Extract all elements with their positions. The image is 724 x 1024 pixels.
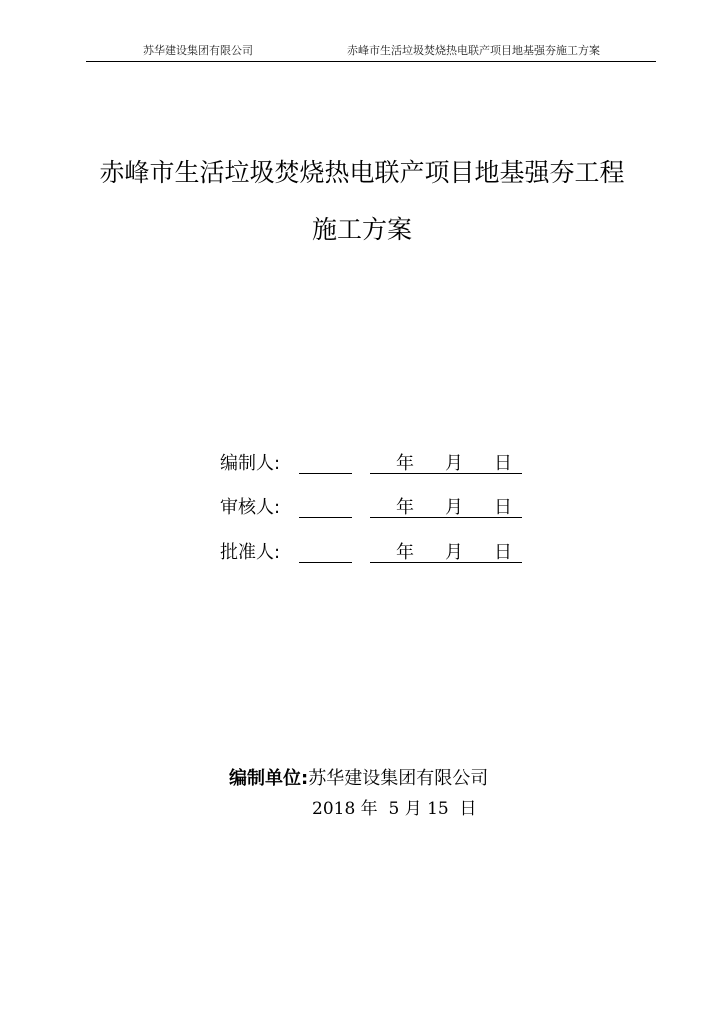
date-month: 月 bbox=[445, 497, 463, 518]
signature-row-approver bbox=[220, 541, 540, 567]
signature-date bbox=[370, 541, 522, 563]
date-month: 月 bbox=[445, 542, 463, 563]
signature-label: 审核人: bbox=[220, 497, 281, 518]
signature-blank bbox=[299, 517, 352, 518]
signature-label: 编制人: bbox=[220, 453, 281, 474]
date-year: 年 bbox=[396, 542, 414, 563]
date-day: 日 bbox=[494, 453, 512, 474]
signature-row-reviewer bbox=[220, 496, 540, 522]
date-day: 日 bbox=[494, 542, 512, 563]
signature-label: 批准人: bbox=[220, 542, 281, 563]
signature-blank bbox=[299, 562, 352, 563]
page-header bbox=[86, 44, 656, 62]
document-title-line2: 施工方案 bbox=[311, 215, 412, 244]
signature-row-compiler bbox=[220, 452, 540, 478]
date-month: 月 bbox=[445, 453, 463, 474]
date-day: 日 bbox=[494, 497, 512, 518]
document-title-line1: 赤峰市生活垃圾焚烧热电联产项目地基强夯工程 bbox=[99, 158, 625, 187]
header-doc-title: 赤峰市生活垃圾焚烧热电联产项目地基强夯施工方案 bbox=[347, 44, 600, 57]
header-company: 苏华建设集团有限公司 bbox=[143, 44, 253, 57]
compiling-unit-label: 编制单位: bbox=[229, 768, 309, 789]
date-year: 年 bbox=[396, 497, 414, 518]
signature-date bbox=[370, 496, 522, 518]
signature-date bbox=[370, 452, 522, 474]
compile-date: 2018 年 5 月 15 日 bbox=[312, 799, 477, 819]
compiling-unit bbox=[229, 767, 488, 791]
signature-blank bbox=[299, 473, 352, 474]
compiling-unit-name: 苏华建设集团有限公司 bbox=[308, 768, 489, 789]
date-year: 年 bbox=[396, 453, 414, 474]
